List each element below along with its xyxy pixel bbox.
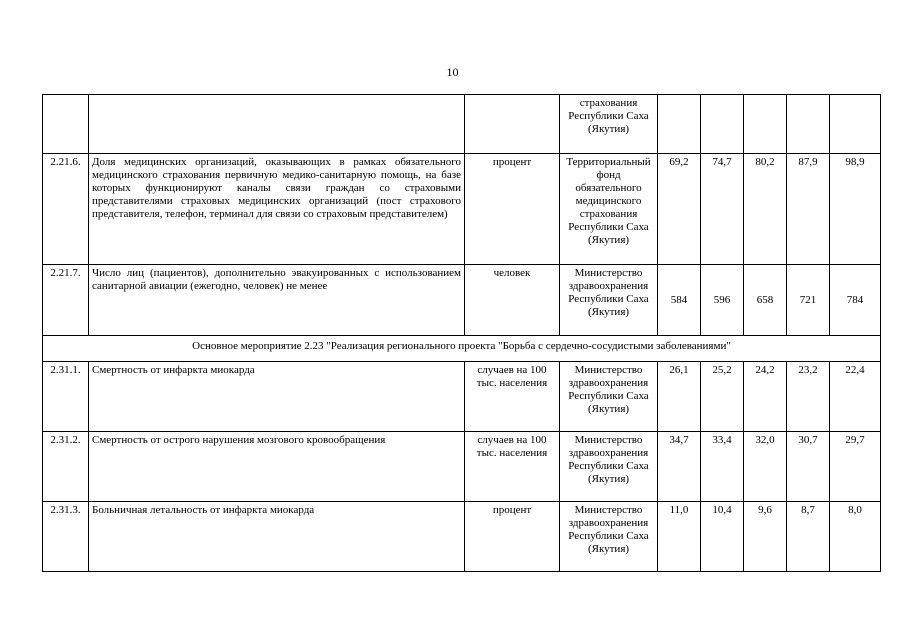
indicator-cell: Доля медицинских организаций, оказывающих в рамках обязательного медицинского страхования первичную медико-санитарную помощь, на базе которых функционируют каналы связи граждан со страховыми представителями страховых медицинских организаций (пост страхового представителя, телефон, терминал для связи со страховым представителем) xyxy=(89,154,465,265)
value-cell: 596 xyxy=(701,265,744,336)
unit-cell: случаев на 100 тыс. населения xyxy=(465,362,560,432)
value-cell xyxy=(658,95,701,154)
responsible-cell: Министерство здравоохранения Республики Саха (Якутия) xyxy=(560,502,658,572)
responsible-cell: страхования Республики Саха (Якутия) xyxy=(560,95,658,154)
value-cell: 30,7 xyxy=(787,432,830,502)
value-cell: 784 xyxy=(830,265,881,336)
page-number: 10 xyxy=(446,65,459,79)
section-title: Основное мероприятие 2.23 "Реализация регионального проекта "Борьба с сердечно-сосудистыми заболеваниями" xyxy=(43,336,881,362)
indicators-table xyxy=(42,94,881,572)
value-cell: 658 xyxy=(744,265,787,336)
indicator-cell xyxy=(89,95,465,154)
unit-cell: процент xyxy=(465,502,560,572)
indicator-cell: Смертность от инфаркта миокарда xyxy=(89,362,465,432)
section-row xyxy=(43,336,881,362)
value-cell: 33,4 xyxy=(701,432,744,502)
value-cell xyxy=(830,95,881,154)
value-cell: 22,4 xyxy=(830,362,881,432)
responsible-cell: Министерство здравоохранения Республики Саха (Якутия) xyxy=(560,432,658,502)
value-cell: 29,7 xyxy=(830,432,881,502)
value-cell: 721 xyxy=(787,265,830,336)
value-cell: 9,6 xyxy=(744,502,787,572)
value-cell: 10,4 xyxy=(701,502,744,572)
value-cell: 584 xyxy=(658,265,701,336)
table-row xyxy=(43,265,881,336)
unit-cell: процент xyxy=(465,154,560,265)
value-cell: 32,0 xyxy=(744,432,787,502)
value-cell xyxy=(744,95,787,154)
indicator-cell: Смертность от острого нарушения мозгового кровообращения xyxy=(89,432,465,502)
indicator-cell: Больничная летальность от инфаркта миокарда xyxy=(89,502,465,572)
unit-cell: человек xyxy=(465,265,560,336)
value-cell: 98,9 xyxy=(830,154,881,265)
responsible-cell: Министерство здравоохранения Республики Саха (Якутия) xyxy=(560,265,658,336)
value-cell: 74,7 xyxy=(701,154,744,265)
table-row xyxy=(43,95,881,154)
unit-cell: случаев на 100 тыс. населения xyxy=(465,432,560,502)
value-cell: 25,2 xyxy=(701,362,744,432)
value-cell: 34,7 xyxy=(658,432,701,502)
row-number-cell: 2.21.7. xyxy=(43,265,89,336)
value-cell: 87,9 xyxy=(787,154,830,265)
value-cell: 80,2 xyxy=(744,154,787,265)
value-cell xyxy=(787,95,830,154)
value-cell: 24,2 xyxy=(744,362,787,432)
table-row xyxy=(43,362,881,432)
responsible-cell: Министерство здравоохранения Республики Саха (Якутия) xyxy=(560,362,658,432)
value-cell: 26,1 xyxy=(658,362,701,432)
table-row xyxy=(43,502,881,572)
unit-cell xyxy=(465,95,560,154)
row-number-cell: 2.31.1. xyxy=(43,362,89,432)
value-cell xyxy=(701,95,744,154)
row-number-cell: 2.21.6. xyxy=(43,154,89,265)
row-number-cell: 2.31.2. xyxy=(43,432,89,502)
value-cell: 69,2 xyxy=(658,154,701,265)
responsible-cell: Территориальный фонд обязательного медицинского страхования Республики Саха (Якутия) xyxy=(560,154,658,265)
value-cell: 11,0 xyxy=(658,502,701,572)
value-cell: 23,2 xyxy=(787,362,830,432)
row-number-cell: 2.31.3. xyxy=(43,502,89,572)
table-row xyxy=(43,432,881,502)
value-cell: 8,0 xyxy=(830,502,881,572)
indicator-cell: Число лиц (пациентов), дополнительно эвакуированных с использованием санитарной авиации (ежегодно, человек) не менее xyxy=(89,265,465,336)
table-row xyxy=(43,154,881,265)
value-cell: 8,7 xyxy=(787,502,830,572)
row-number-cell xyxy=(43,95,89,154)
